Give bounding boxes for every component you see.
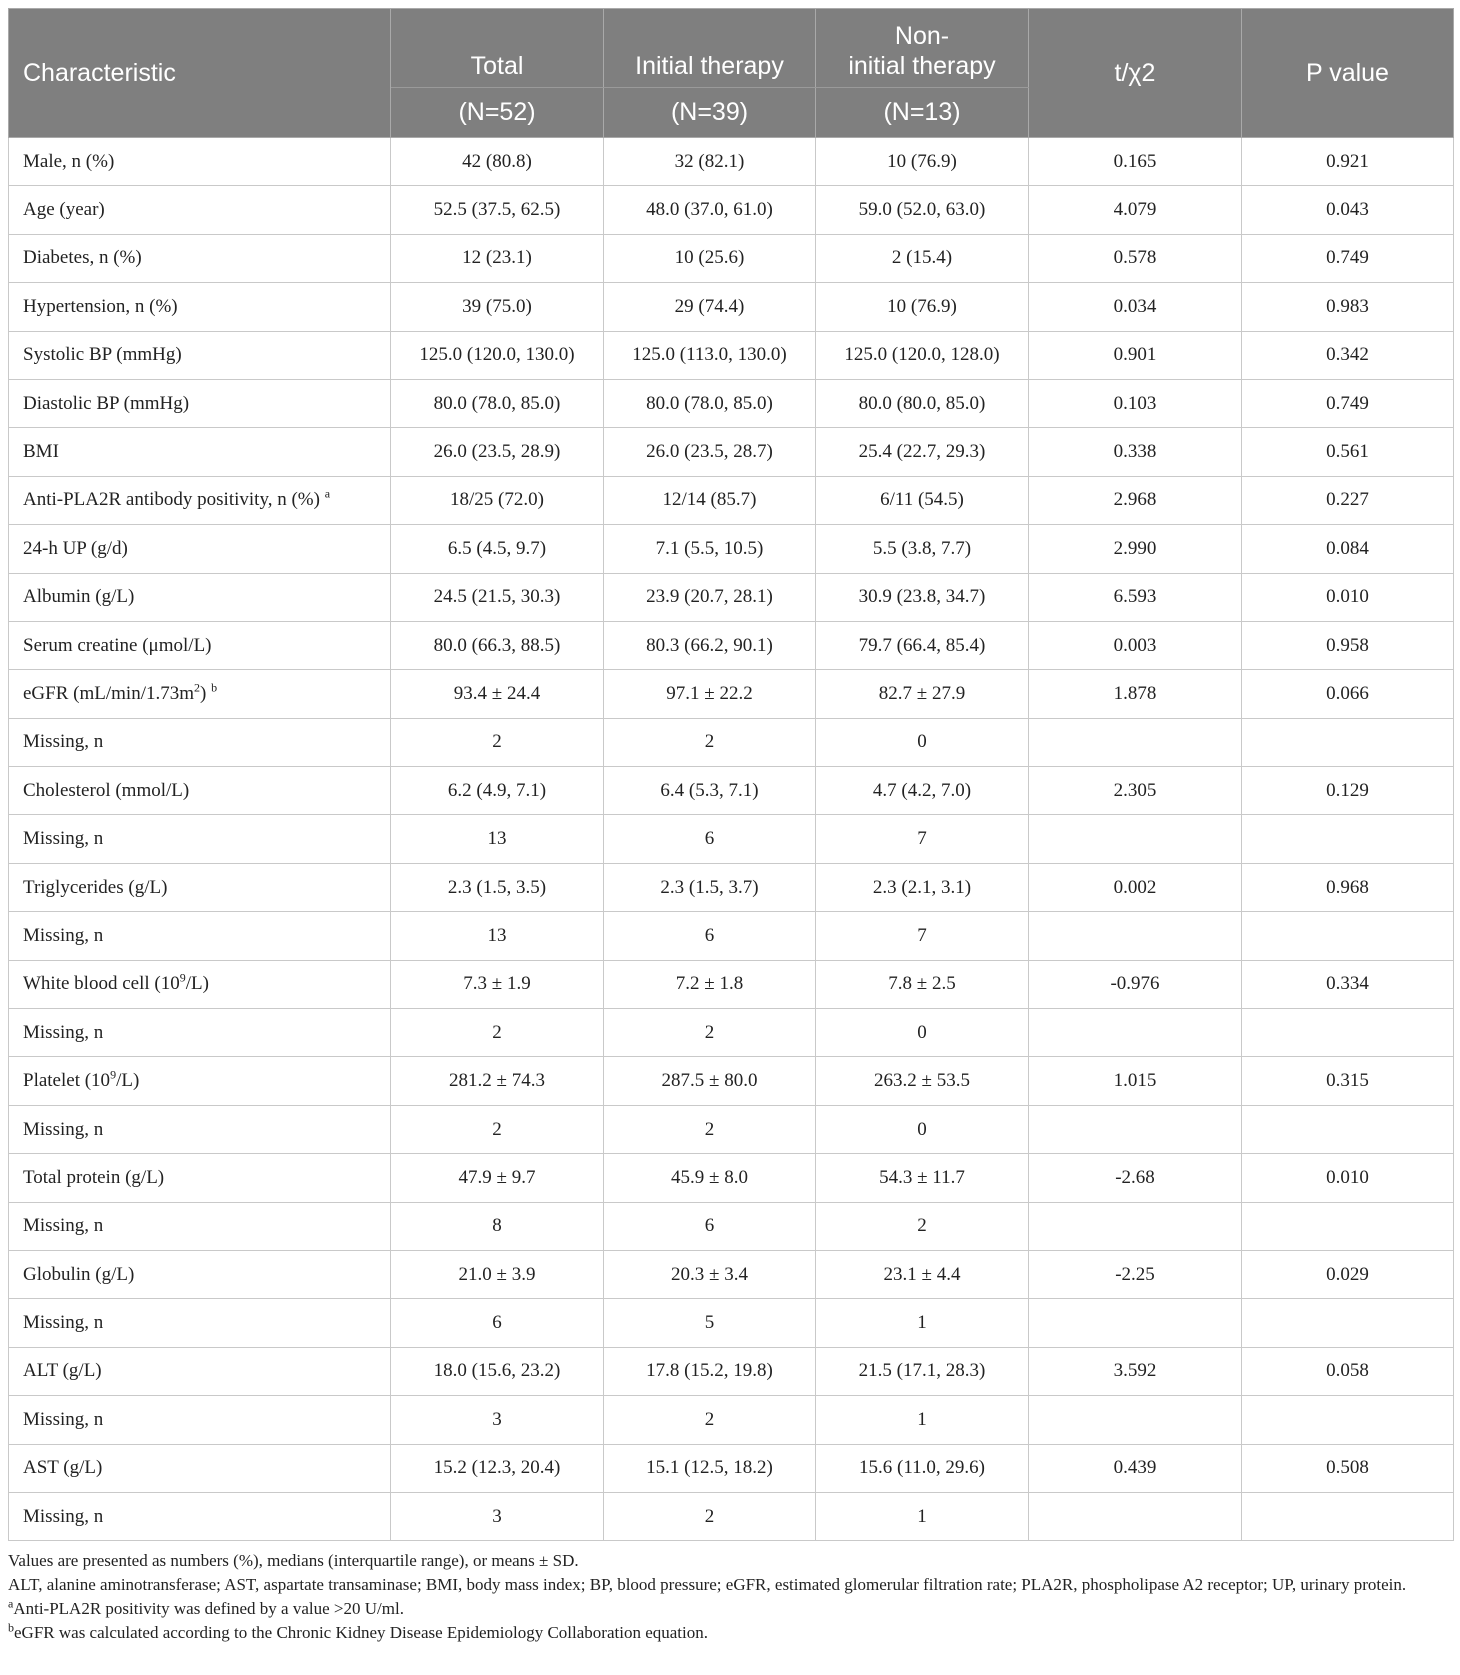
row-label-exponent: 9 xyxy=(110,1067,117,1082)
row-label-exponent: 9 xyxy=(179,971,186,985)
row-label-text: Platelet (10 xyxy=(23,1070,111,1092)
row-label-text: Male, n (%) xyxy=(23,150,115,172)
cell-initial: 12/14 (85.7) xyxy=(604,476,816,524)
row-label-text: ALT (g/L) xyxy=(23,1360,102,1382)
row-label xyxy=(9,234,391,282)
cell-noninitial: 79.7 (66.4, 85.4) xyxy=(816,621,1029,669)
cell-total: 8 xyxy=(391,1202,604,1250)
cell-p-value: 0.921 xyxy=(1242,138,1454,186)
cell-initial: 26.0 (23.5, 28.7) xyxy=(604,428,816,476)
cell-stat: 0.338 xyxy=(1029,428,1242,476)
cell-noninitial: 23.1 ± 4.4 xyxy=(816,1250,1029,1298)
cell-total: 13 xyxy=(391,912,604,960)
row-label xyxy=(9,670,391,718)
row-footnote-marker: b xyxy=(211,680,218,695)
cell-p-value: 0.227 xyxy=(1242,476,1454,524)
cell-initial: 80.0 (78.0, 85.0) xyxy=(604,379,816,427)
row-label xyxy=(9,379,391,427)
table-row xyxy=(9,186,1454,234)
cell-stat: 0.003 xyxy=(1029,621,1242,669)
cell-initial: 15.1 (12.5, 18.2) xyxy=(604,1444,816,1492)
cell-initial: 10 (25.6) xyxy=(604,234,816,282)
row-label xyxy=(9,1202,391,1250)
table-header xyxy=(9,9,1454,138)
cell-initial: 125.0 (113.0, 130.0) xyxy=(604,331,816,379)
cell-total: 18.0 (15.6, 23.2) xyxy=(391,1347,604,1395)
row-label-text: Missing, n xyxy=(23,731,104,753)
cell-noninitial: 59.0 (52.0, 63.0) xyxy=(816,186,1029,234)
cell-total: 47.9 ± 9.7 xyxy=(391,1154,604,1202)
row-label-text: Serum creatine (μmol/L) xyxy=(23,634,212,656)
row-label xyxy=(9,573,391,621)
cell-total: 24.5 (21.5, 30.3) xyxy=(391,573,604,621)
cell-total: 13 xyxy=(391,815,604,863)
table-row xyxy=(9,1396,1454,1444)
cell-initial: 80.3 (66.2, 90.1) xyxy=(604,621,816,669)
row-label-text: eGFR (mL/min/1.73m xyxy=(23,682,194,704)
cell-initial: 97.1 ± 22.2 xyxy=(604,670,816,718)
cell-initial: 5 xyxy=(604,1299,816,1347)
cell-noninitial: 7 xyxy=(816,815,1029,863)
cell-stat xyxy=(1029,1105,1242,1153)
header-noninitial-line1: Non- xyxy=(894,22,950,50)
cell-noninitial: 15.6 (11.0, 29.6) xyxy=(816,1444,1029,1492)
cell-noninitial: 4.7 (4.2, 7.0) xyxy=(816,767,1029,815)
table-row xyxy=(9,1202,1454,1250)
cell-stat: 0.165 xyxy=(1029,138,1242,186)
table-row xyxy=(9,138,1454,186)
row-label xyxy=(9,283,391,331)
cell-noninitial: 1 xyxy=(816,1396,1029,1444)
row-label xyxy=(9,1154,391,1202)
header-stat: t/χ2 xyxy=(1029,9,1242,138)
cell-stat xyxy=(1029,912,1242,960)
cell-initial: 29 (74.4) xyxy=(604,283,816,331)
characteristics-table xyxy=(8,8,1454,1541)
cell-total: 39 (75.0) xyxy=(391,283,604,331)
cell-initial: 7.1 (5.5, 10.5) xyxy=(604,525,816,573)
table-row xyxy=(9,1347,1454,1395)
table-row xyxy=(9,912,1454,960)
cell-noninitial: 0 xyxy=(816,1105,1029,1153)
cell-stat xyxy=(1029,1492,1242,1540)
cell-total: 3 xyxy=(391,1492,604,1540)
cell-total: 21.0 ± 3.9 xyxy=(391,1250,604,1298)
row-label-text: Albumin (g/L) xyxy=(23,586,135,608)
cell-stat: 2.990 xyxy=(1029,525,1242,573)
footnote-a xyxy=(8,1597,1453,1621)
table-row xyxy=(9,428,1454,476)
cell-p-value: 0.561 xyxy=(1242,428,1454,476)
table-row xyxy=(9,621,1454,669)
row-label xyxy=(9,1347,391,1395)
cell-p-value xyxy=(1242,912,1454,960)
footnote-b xyxy=(8,1621,1453,1645)
cell-initial: 2.3 (1.5, 3.7) xyxy=(604,863,816,911)
cell-total: 2 xyxy=(391,718,604,766)
table-row xyxy=(9,525,1454,573)
cell-initial: 2 xyxy=(604,1396,816,1444)
header-noninitial-line2: initial therapy xyxy=(848,52,996,80)
cell-total: 6 xyxy=(391,1299,604,1347)
row-label-text: Missing, n xyxy=(23,828,104,850)
row-label-text: Hypertension, n (%) xyxy=(23,295,178,317)
cell-stat: 0.103 xyxy=(1029,379,1242,427)
cell-noninitial: 82.7 ± 27.9 xyxy=(816,670,1029,718)
cell-stat: 0.034 xyxy=(1029,283,1242,331)
cell-initial: 287.5 ± 80.0 xyxy=(604,1057,816,1105)
table-row xyxy=(9,960,1454,1008)
row-label-text: Diastolic BP (mmHg) xyxy=(23,392,190,414)
table-row xyxy=(9,1492,1454,1540)
cell-p-value: 0.129 xyxy=(1242,767,1454,815)
cell-total: 93.4 ± 24.4 xyxy=(391,670,604,718)
row-label-text: 24-h UP (g/d) xyxy=(23,537,128,559)
cell-initial: 32 (82.1) xyxy=(604,138,816,186)
cell-p-value xyxy=(1242,718,1454,766)
cell-initial: 6.4 (5.3, 7.1) xyxy=(604,767,816,815)
cell-stat xyxy=(1029,1009,1242,1057)
cell-stat: 1.015 xyxy=(1029,1057,1242,1105)
cell-noninitial: 7.8 ± 2.5 xyxy=(816,960,1029,1008)
row-label xyxy=(9,1250,391,1298)
cell-noninitial: 2.3 (2.1, 3.1) xyxy=(816,863,1029,911)
cell-stat xyxy=(1029,1396,1242,1444)
cell-total: 125.0 (120.0, 130.0) xyxy=(391,331,604,379)
table-row xyxy=(9,1105,1454,1153)
table-row xyxy=(9,1057,1454,1105)
cell-p-value: 0.058 xyxy=(1242,1347,1454,1395)
cell-initial: 45.9 ± 8.0 xyxy=(604,1154,816,1202)
row-label xyxy=(9,767,391,815)
row-label-text: BMI xyxy=(23,441,59,463)
row-footnote-marker: a xyxy=(324,487,331,502)
row-label-text: Missing, n xyxy=(23,1408,104,1430)
cell-initial: 2 xyxy=(604,718,816,766)
cell-p-value xyxy=(1242,1202,1454,1250)
row-label-text: White blood cell (10 xyxy=(23,973,180,995)
table-row xyxy=(9,573,1454,621)
row-label-text: Systolic BP (mmHg) xyxy=(23,344,182,366)
cell-initial: 6 xyxy=(604,1202,816,1250)
row-label xyxy=(9,186,391,234)
cell-total: 2 xyxy=(391,1009,604,1057)
row-label xyxy=(9,1492,391,1540)
row-label xyxy=(9,1057,391,1105)
row-label xyxy=(9,1009,391,1057)
table-row xyxy=(9,1009,1454,1057)
row-label-text: Missing, n xyxy=(23,1312,104,1334)
cell-noninitial: 10 (76.9) xyxy=(816,283,1029,331)
row-label-text: Missing, n xyxy=(23,1505,104,1527)
table-row xyxy=(9,767,1454,815)
cell-initial: 2 xyxy=(604,1009,816,1057)
cell-stat: 4.079 xyxy=(1029,186,1242,234)
cell-noninitial: 21.5 (17.1, 28.3) xyxy=(816,1347,1029,1395)
cell-stat: 0.002 xyxy=(1029,863,1242,911)
row-label-text: Age (year) xyxy=(23,199,105,221)
row-label xyxy=(9,1396,391,1444)
table-row xyxy=(9,234,1454,282)
row-label-text: AST (g/L) xyxy=(23,1457,103,1479)
table-row xyxy=(9,1444,1454,1492)
cell-initial: 17.8 (15.2, 19.8) xyxy=(604,1347,816,1395)
row-label xyxy=(9,1105,391,1153)
row-label-text: Globulin (g/L) xyxy=(23,1263,135,1285)
row-label xyxy=(9,621,391,669)
table-row xyxy=(9,1154,1454,1202)
row-label xyxy=(9,331,391,379)
cell-stat xyxy=(1029,718,1242,766)
header-p-value: P value xyxy=(1242,9,1454,138)
cell-p-value: 0.983 xyxy=(1242,283,1454,331)
cell-noninitial: 6/11 (54.5) xyxy=(816,476,1029,524)
cell-noninitial: 1 xyxy=(816,1492,1029,1540)
cell-total: 15.2 (12.3, 20.4) xyxy=(391,1444,604,1492)
cell-noninitial: 25.4 (22.7, 29.3) xyxy=(816,428,1029,476)
table-row xyxy=(9,331,1454,379)
cell-p-value xyxy=(1242,1396,1454,1444)
cell-stat: 0.578 xyxy=(1029,234,1242,282)
footnote-a-text: Anti-PLA2R positivity was defined by a value >20 U/ml. xyxy=(13,1599,404,1619)
row-label-text: Missing, n xyxy=(23,924,104,946)
cell-total: 26.0 (23.5, 28.9) xyxy=(391,428,604,476)
cell-total: 80.0 (78.0, 85.0) xyxy=(391,379,604,427)
cell-p-value: 0.315 xyxy=(1242,1057,1454,1105)
row-label-text: Missing, n xyxy=(23,1215,104,1237)
table-row xyxy=(9,815,1454,863)
cell-p-value xyxy=(1242,1492,1454,1540)
cell-stat: -0.976 xyxy=(1029,960,1242,1008)
cell-noninitial: 0 xyxy=(816,1009,1029,1057)
cell-p-value: 0.508 xyxy=(1242,1444,1454,1492)
header-characteristic: Characteristic xyxy=(9,9,391,138)
cell-stat: 0.439 xyxy=(1029,1444,1242,1492)
cell-p-value: 0.029 xyxy=(1242,1250,1454,1298)
cell-stat xyxy=(1029,1202,1242,1250)
row-label xyxy=(9,428,391,476)
row-label-text: Missing, n xyxy=(23,1118,104,1140)
cell-stat: 2.968 xyxy=(1029,476,1242,524)
cell-noninitial: 0 xyxy=(816,718,1029,766)
row-label xyxy=(9,138,391,186)
cell-p-value: 0.968 xyxy=(1242,863,1454,911)
row-label xyxy=(9,1299,391,1347)
footnote-abbreviations: ALT, alanine aminotransferase; AST, aspartate transaminase; BMI, body mass index; BP, blood pressure; eGFR, estimated glomerular filtration rate; PLA2R, phospholipase A2 receptor; UP, urinary protein. xyxy=(8,1575,1407,1595)
cell-total: 6.5 (4.5, 9.7) xyxy=(391,525,604,573)
cell-initial: 20.3 ± 3.4 xyxy=(604,1250,816,1298)
row-label-exponent: 2 xyxy=(194,680,200,695)
header-initial-n: (N=39) xyxy=(604,88,816,138)
cell-total: 6.2 (4.9, 7.1) xyxy=(391,767,604,815)
cell-p-value xyxy=(1242,815,1454,863)
table-row xyxy=(9,863,1454,911)
header-noninitial xyxy=(816,9,1029,88)
row-label xyxy=(9,960,391,1008)
header-total-n: (N=52) xyxy=(391,88,604,138)
row-label-text-end: /L) xyxy=(185,973,209,995)
cell-noninitial: 80.0 (80.0, 85.0) xyxy=(816,379,1029,427)
table-container xyxy=(8,8,1453,1645)
cell-initial: 2 xyxy=(604,1105,816,1153)
row-label xyxy=(9,863,391,911)
footnote-b-marker: b xyxy=(8,1620,14,1635)
footnote-values: Values are presented as numbers (%), medians (interquartile range), or means ± SD. xyxy=(8,1551,579,1571)
row-label xyxy=(9,815,391,863)
cell-total: 281.2 ± 74.3 xyxy=(391,1057,604,1105)
table-row xyxy=(9,1250,1454,1298)
cell-initial: 2 xyxy=(604,1492,816,1540)
cell-p-value: 0.043 xyxy=(1242,186,1454,234)
cell-total: 3 xyxy=(391,1396,604,1444)
cell-stat: -2.68 xyxy=(1029,1154,1242,1202)
cell-p-value: 0.749 xyxy=(1242,379,1454,427)
row-label xyxy=(9,1444,391,1492)
header-noninitial-n: (N=13) xyxy=(816,88,1029,138)
cell-initial: 23.9 (20.7, 28.1) xyxy=(604,573,816,621)
row-label-text: Missing, n xyxy=(23,1021,104,1043)
cell-initial: 6 xyxy=(604,912,816,960)
row-label-text-end: ) xyxy=(200,682,212,704)
cell-initial: 6 xyxy=(604,815,816,863)
cell-noninitial: 2 (15.4) xyxy=(816,234,1029,282)
cell-stat xyxy=(1029,1299,1242,1347)
cell-noninitial: 54.3 ± 11.7 xyxy=(816,1154,1029,1202)
cell-p-value xyxy=(1242,1105,1454,1153)
cell-stat xyxy=(1029,815,1242,863)
cell-p-value: 0.010 xyxy=(1242,1154,1454,1202)
table-row xyxy=(9,670,1454,718)
cell-total: 12 (23.1) xyxy=(391,234,604,282)
cell-stat: 3.592 xyxy=(1029,1347,1242,1395)
cell-p-value xyxy=(1242,1299,1454,1347)
row-label-text: Triglycerides (g/L) xyxy=(23,876,168,898)
row-label-text: Total protein (g/L) xyxy=(23,1166,165,1188)
cell-p-value xyxy=(1242,1009,1454,1057)
table-row xyxy=(9,718,1454,766)
cell-p-value: 0.958 xyxy=(1242,621,1454,669)
table-row xyxy=(9,1299,1454,1347)
cell-noninitial: 2 xyxy=(816,1202,1029,1250)
cell-stat: -2.25 xyxy=(1029,1250,1242,1298)
row-label xyxy=(9,476,391,524)
table-footnotes xyxy=(8,1549,1453,1645)
cell-noninitial: 7 xyxy=(816,912,1029,960)
cell-stat: 6.593 xyxy=(1029,573,1242,621)
cell-noninitial: 1 xyxy=(816,1299,1029,1347)
cell-stat: 1.878 xyxy=(1029,670,1242,718)
header-total: Total xyxy=(391,9,604,88)
cell-stat: 2.305 xyxy=(1029,767,1242,815)
header-initial: Initial therapy xyxy=(604,9,816,88)
cell-noninitial: 263.2 ± 53.5 xyxy=(816,1057,1029,1105)
cell-p-value: 0.749 xyxy=(1242,234,1454,282)
cell-p-value: 0.066 xyxy=(1242,670,1454,718)
row-label-text: Cholesterol (mmol/L) xyxy=(23,779,190,801)
cell-noninitial: 5.5 (3.8, 7.7) xyxy=(816,525,1029,573)
cell-total: 80.0 (66.3, 88.5) xyxy=(391,621,604,669)
table-body xyxy=(9,138,1454,1541)
cell-noninitial: 10 (76.9) xyxy=(816,138,1029,186)
footnote-b-text: eGFR was calculated according to the Chronic Kidney Disease Epidemiology Collaboration equation. xyxy=(14,1623,708,1643)
row-label xyxy=(9,525,391,573)
cell-total: 2.3 (1.5, 3.5) xyxy=(391,863,604,911)
table-row xyxy=(9,283,1454,331)
cell-stat: 0.901 xyxy=(1029,331,1242,379)
table-row xyxy=(9,379,1454,427)
row-label-text: Diabetes, n (%) xyxy=(23,247,142,269)
cell-initial: 7.2 ± 1.8 xyxy=(604,960,816,1008)
table-row xyxy=(9,476,1454,524)
row-label-text-end: /L) xyxy=(116,1070,140,1092)
footnote-a-marker: a xyxy=(8,1596,14,1611)
cell-noninitial: 125.0 (120.0, 128.0) xyxy=(816,331,1029,379)
cell-p-value: 0.010 xyxy=(1242,573,1454,621)
cell-noninitial: 30.9 (23.8, 34.7) xyxy=(816,573,1029,621)
row-label xyxy=(9,718,391,766)
cell-total: 7.3 ± 1.9 xyxy=(391,960,604,1008)
row-label-text: Anti-PLA2R antibody positivity, n (%) xyxy=(23,489,325,511)
cell-total: 42 (80.8) xyxy=(391,138,604,186)
cell-total: 52.5 (37.5, 62.5) xyxy=(391,186,604,234)
cell-total: 2 xyxy=(391,1105,604,1153)
cell-p-value: 0.342 xyxy=(1242,331,1454,379)
cell-p-value: 0.334 xyxy=(1242,960,1454,1008)
cell-total: 18/25 (72.0) xyxy=(391,476,604,524)
cell-p-value: 0.084 xyxy=(1242,525,1454,573)
row-label xyxy=(9,912,391,960)
cell-initial: 48.0 (37.0, 61.0) xyxy=(604,186,816,234)
